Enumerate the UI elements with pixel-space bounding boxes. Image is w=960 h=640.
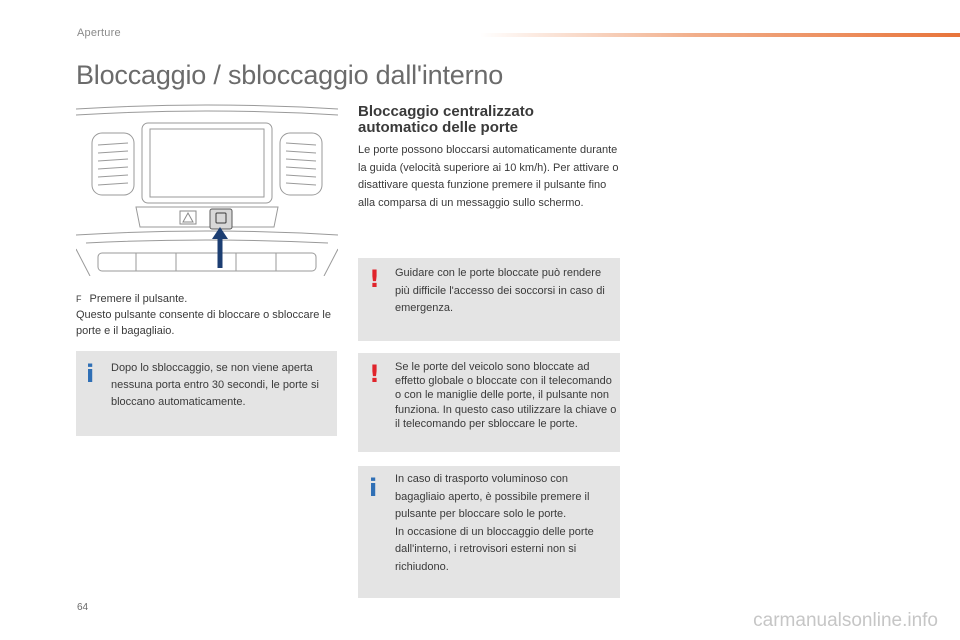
warning-icon: ! — [369, 360, 380, 388]
step-bullet: F — [76, 294, 82, 304]
watermark: carmanualsonline.info — [753, 610, 938, 631]
page-title: Bloccaggio / sbloccaggio dall'interno — [76, 60, 504, 90]
warning-box-2-text: Se le porte del veicolo sono bloccate ad effetto globale o bloccate con il telecomando o con le maniglie delle porte, il pulsante non funziona. In questo caso utilizzare la chiave o il telecomando per sbloccare le porte. — [395, 361, 617, 430]
intro-paragraph: Le porte possono bloccarsi automaticamente durante la guida (velocità superiore ai 10 km/h). Per attivare o disattivare questa funzione premere il pulsante fino alla comparsa di un messaggio sullo schermo. — [358, 144, 619, 209]
section-label: Aperture — [77, 27, 121, 39]
warning-box-2 — [358, 353, 620, 452]
warning-box-1 — [358, 258, 620, 341]
info-box-right-text — [395, 471, 617, 576]
warning-icon: ! — [369, 265, 380, 293]
console-drawing — [76, 103, 338, 276]
info-icon: i — [86, 360, 95, 388]
step-description: Questo pulsante consente di bloccare o sbloccare le porte e il bagagliaio. — [76, 309, 331, 337]
step-text: Premere il pulsante. — [89, 293, 188, 305]
info-paragraph-1: In caso di trasporto voluminoso con bagagliaio aperto, è possibile premere il pulsante per bloccare solo le porte. — [395, 473, 590, 520]
info-box-right — [358, 466, 620, 598]
pointer-arrow — [212, 227, 228, 268]
section-heading-line2: automatico delle porte — [358, 119, 519, 136]
warning-box-1-text: Guidare con le porte bloccate può rendere più difficile l'accesso dei soccorsi in caso di emergenza. — [395, 267, 605, 314]
section-heading — [358, 104, 618, 136]
info-paragraph-2: In occasione di un bloccaggio delle porte dall'interno, i retrovisori esterni non si richiudono. — [395, 525, 594, 573]
dashboard-illustration — [76, 103, 338, 276]
page-number: 64 — [77, 602, 89, 613]
header-accent-bar — [480, 33, 960, 37]
info-box-left-text: Dopo lo sbloccaggio, se non viene aperta nessuna porta entro 30 secondi, le porte si bloccano automaticamente. — [111, 362, 319, 408]
section-heading-line1: Bloccaggio centralizzato — [358, 103, 534, 120]
info-icon: i — [369, 474, 378, 502]
step-instruction — [76, 291, 336, 339]
info-box-left — [76, 351, 337, 436]
